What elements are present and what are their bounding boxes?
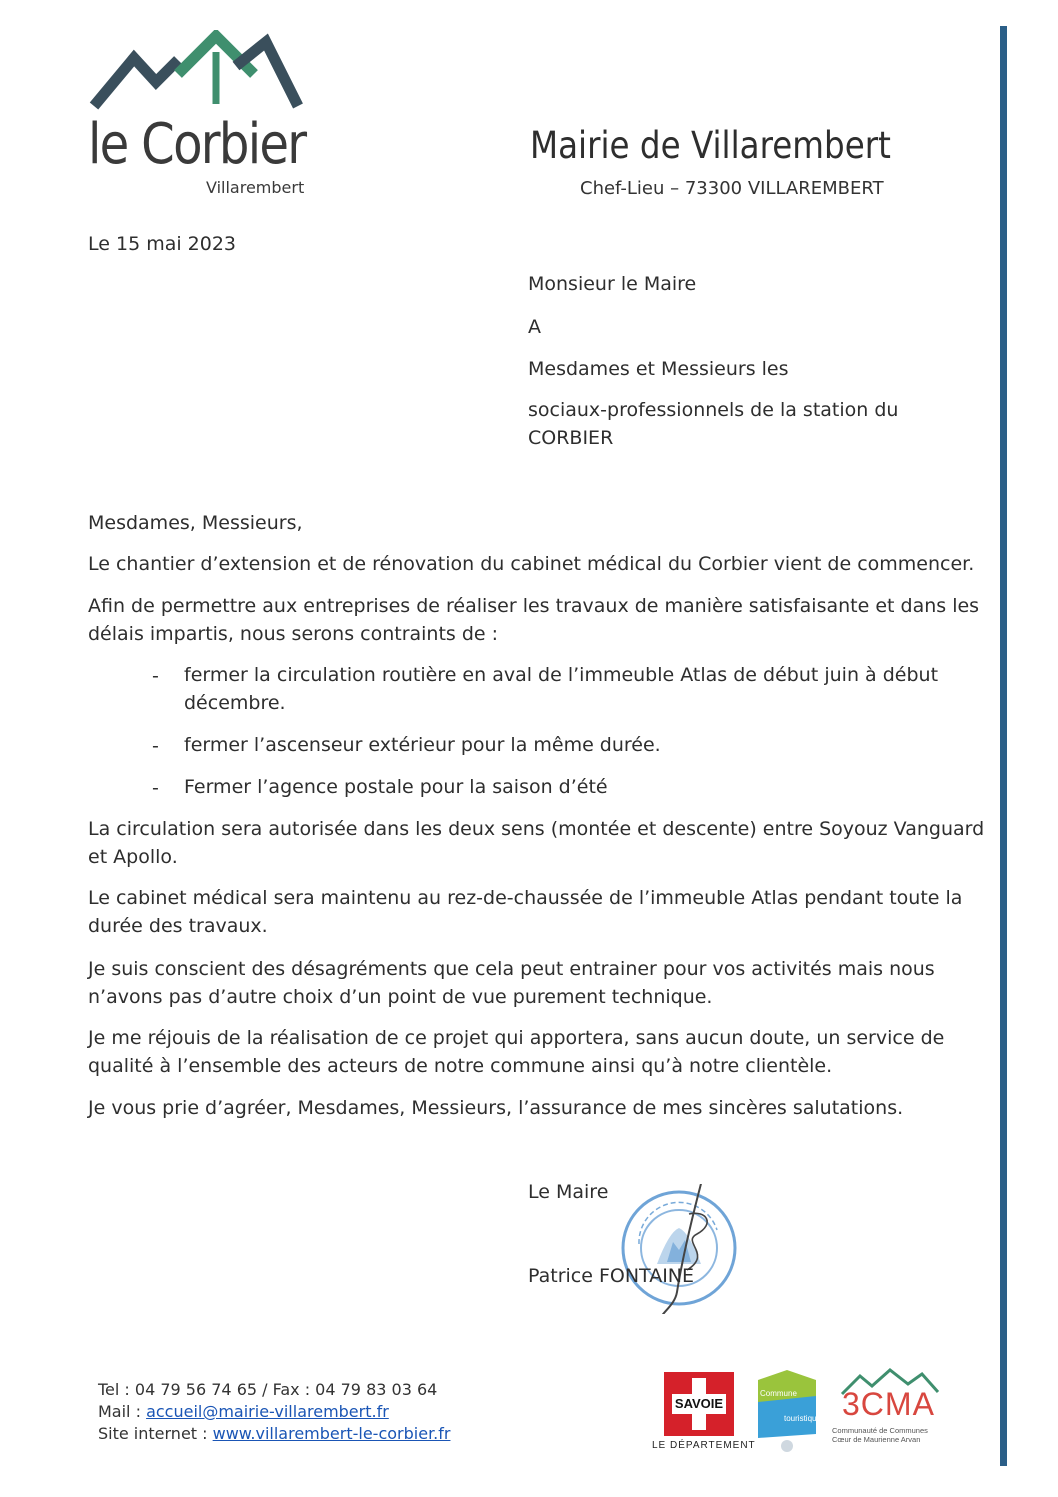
- paragraph-3-line: et Apollo.: [88, 846, 178, 868]
- commune-label-bottom: touristique: [784, 1414, 821, 1423]
- page-title: Mairie de Villarembert: [530, 124, 891, 167]
- paragraph-5-line: n’avons pas d’autre choix d’un point de vue purement technique.: [88, 986, 713, 1008]
- paragraph-5-line: Je suis conscient des désagréments que cela peut entrainer pour vos activités mais nous: [88, 958, 935, 980]
- commune-label-top: Commune: [760, 1389, 797, 1398]
- bullet-dash: -: [152, 777, 159, 799]
- footer-tel-fax: Tel : 04 79 56 74 65 / Fax : 04 79 83 03 64: [98, 1380, 438, 1399]
- savoie-label: SAVOIE: [674, 1396, 724, 1411]
- bullet-item: fermer l’ascenseur extérieur pour la même durée.: [184, 734, 661, 756]
- paragraph-2-line: délais impartis, nous serons contraints de :: [88, 623, 499, 645]
- paragraph-6-line: Je me réjouis de la réalisation de ce projet qui apportera, sans aucun doute, un service de: [88, 1027, 945, 1049]
- logo-wordmark: le Corbier: [88, 112, 306, 177]
- mairie-address: Chef-Lieu – 73300 VILLAREMBERT: [580, 178, 884, 199]
- mairie-stamp-icon: [617, 1184, 747, 1314]
- paragraph-6-line: qualité à l’ensemble des acteurs de notre commune ainsi qu’à notre clientèle.: [88, 1055, 833, 1077]
- bullet-item: fermer la circulation routière en aval de l’immeuble Atlas de début juin à début: [184, 664, 939, 686]
- paragraph-4-line: durée des travaux.: [88, 915, 268, 937]
- signer-name: Patrice FONTAINE: [528, 1265, 695, 1287]
- recipient-line: A: [528, 316, 541, 338]
- paragraph-3-line: La circulation sera autorisée dans les deux sens (montée et descente) entre Soyouz Vanguard: [88, 818, 985, 840]
- savoie-logo: [664, 1372, 734, 1436]
- mail-link[interactable]: accueil@mairie-villarembert.fr: [146, 1402, 389, 1421]
- right-margin-rule: [1000, 26, 1007, 1466]
- recipient-line: sociaux-professionnels de la station du: [528, 399, 899, 421]
- site-label: Site internet :: [98, 1424, 213, 1443]
- bullet-dash: -: [152, 665, 159, 687]
- signoff: Le Maire: [528, 1181, 609, 1203]
- logo-subtitle: Villarembert: [206, 178, 305, 197]
- paragraph-7: Je vous prie d’agréer, Mesdames, Messieurs, l’assurance de mes sincères salutations.: [88, 1097, 904, 1119]
- footer-mail: [98, 1401, 389, 1423]
- paragraph-4-line: Le cabinet médical sera maintenu au rez-de-chaussée de l’immeuble Atlas pendant toute la: [88, 887, 963, 909]
- bullet-dash: -: [152, 735, 159, 757]
- bullet-item: Fermer l’agence postale pour la saison d’été: [184, 776, 608, 798]
- site-link[interactable]: www.villarembert-le-corbier.fr: [212, 1424, 451, 1443]
- letter-date: Le 15 mai 2023: [88, 233, 237, 255]
- savoie-subtitle: LE DÉPARTEMENT: [652, 1440, 756, 1451]
- recipient-line: CORBIER: [528, 427, 614, 449]
- recipient-line: Mesdames et Messieurs les: [528, 358, 789, 380]
- salutation: Mesdames, Messieurs,: [88, 512, 303, 534]
- paragraph-1: Le chantier d’extension et de rénovation du cabinet médical du Corbier vient de commencer.: [88, 553, 975, 575]
- footer-site: [98, 1423, 450, 1445]
- commune-touristique-logo-icon: [754, 1368, 820, 1456]
- cc-line1: Communauté de Communes: [832, 1426, 928, 1435]
- bullet-item: décembre.: [184, 692, 286, 714]
- paragraph-2-line: Afin de permettre aux entreprises de réaliser les travaux de manière satisfaisante et dans les: [88, 595, 980, 617]
- cc-wordmark: 3CMA: [842, 1386, 935, 1422]
- mail-label: Mail :: [98, 1402, 147, 1421]
- cc-line2: Cœur de Maurienne Arvan: [832, 1435, 921, 1444]
- recipient-line: Monsieur le Maire: [528, 273, 697, 295]
- mountain-logo-icon: [86, 30, 306, 110]
